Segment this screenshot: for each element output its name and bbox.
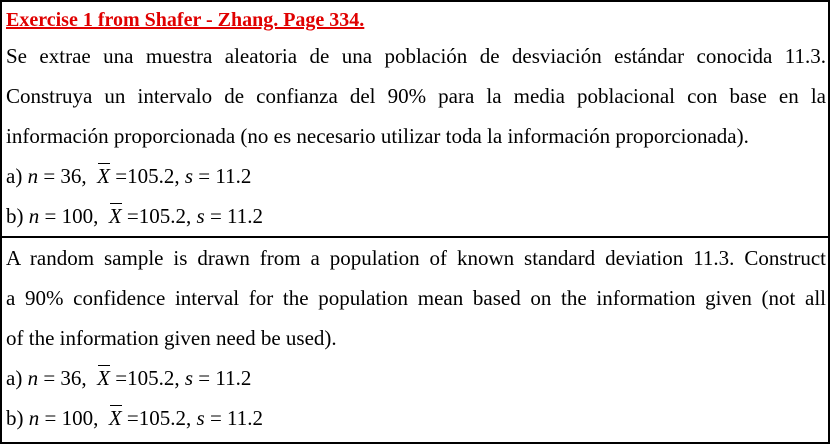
n-symbol: n [27,164,39,188]
english-line-1: A random sample is drawn from a population of known standard deviation 11.3. Construct [6,246,826,270]
english-part-a [6,358,826,398]
spanish-part-a [6,156,826,196]
english-cell [2,238,828,442]
english-line-3: of the information given need be used). [6,326,337,350]
s-value: = 11.2 [193,164,252,188]
title-line [6,2,826,36]
spanish-part-b [6,196,826,236]
xbar-value: =105.2 [121,204,187,228]
part-b-label: b) [6,406,24,430]
separator: , [186,406,192,430]
s-value: = 11.2 [204,204,264,228]
s-value: = 11.2 [204,406,264,430]
s-symbol: s [196,406,205,430]
part-b-label: b) [6,204,24,228]
s-symbol: s [184,366,194,390]
part-a-label: a) [6,164,23,188]
xbar-symbol: X [97,358,110,398]
separator: , [174,164,180,188]
s-symbol: s [184,164,194,188]
english-line-2: a 90% confidence interval for the population mean based on the information given (not all [6,286,826,310]
xbar-symbol: X [109,398,122,438]
n-value: = 36, [38,366,87,390]
english-part-b [6,398,826,438]
n-symbol: n [27,366,39,390]
n-symbol: n [28,204,40,228]
exercise-title: Exercise 1 from Shafer - Zhang. Page 334. [6,9,365,31]
xbar-value: =105.2 [121,406,187,430]
part-a-label: a) [6,366,23,390]
spanish-line-1: Se extrae una muestra aleatoria de una población de desviación estándar conocida 11.3. [6,44,826,68]
spanish-cell [2,2,828,238]
n-value: = 100, [39,406,99,430]
xbar-value: =105.2 [110,366,175,390]
xbar-symbol: X [97,156,110,196]
xbar-value: =105.2 [110,164,175,188]
n-value: = 100, [39,204,99,228]
s-symbol: s [196,204,205,228]
separator: , [174,366,180,390]
s-value: = 11.2 [193,366,252,390]
xbar-symbol: X [109,196,122,236]
spanish-line-2: Construya un intervalo de confianza del 90% para la media poblacional con base en la [6,84,826,108]
n-value: = 36, [38,164,87,188]
spanish-line-3: información proporcionada (no es necesario utilizar toda la información proporcionada). [6,124,749,148]
separator: , [186,204,192,228]
n-symbol: n [28,406,40,430]
